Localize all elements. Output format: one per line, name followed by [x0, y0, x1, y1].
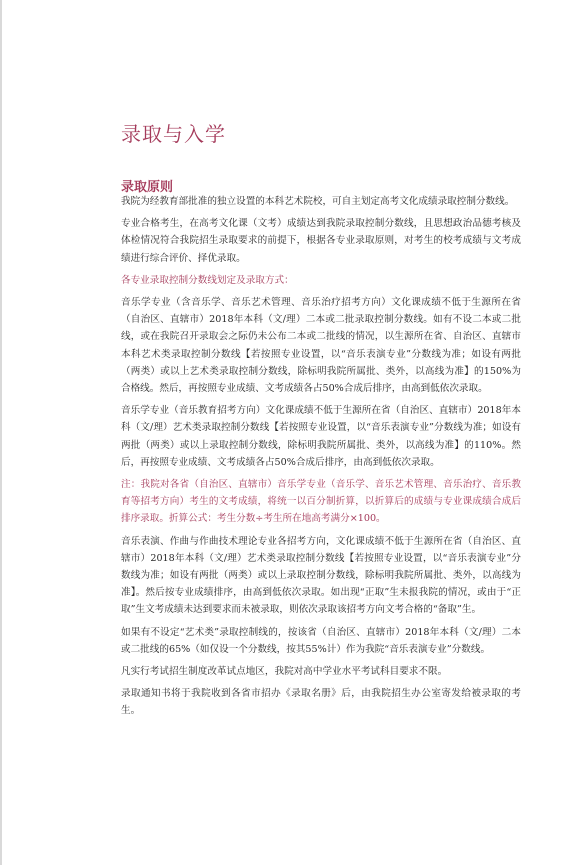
paragraph-intro: 我院为经教育部批准的独立设置的本科艺术院校，可自主划定高考文化成绩录取控制分数线。 [121, 196, 515, 207]
page-edge-shadow [0, 0, 2, 865]
paragraph-admission-notice: 录取通知书将于我院收到各省市招办《录取名册》后，由我院招生办公室寄发给被录取的考生。 [121, 688, 521, 717]
paragraph-musicology: 音乐学专业（含音乐学、音乐艺术管理、音乐治疗招考方向）文化课成绩不低于生源所在省（自治区、直辖市）2018年本科（文/理）二本或二批录取控制分数线。如有不设二本或二批线，或在我院召开录取会之际仍未公布二本或二批线的情况，以生源所在省、自治区、直辖市本科艺术类录取控制分数线【若按照专业设置，以“音乐表演专业”分数线为准；如设有两批（两类）或以上艺术类录取控制分数线，除标明我院所属批、类外，以高线为准】的150%为合格线。然后，再按照专业成绩、文考成绩各占50%合成后排序，由高到低依次录取。 [121, 297, 521, 395]
paragraph-music-education: 音乐学专业（音乐教育招考方向）文化课成绩不低于生源所在省（自治区、直辖市）2018年本科（文/理）艺术类录取控制分数线【若按照专业设置，以“音乐表演专业”分数线为准；如设有两批（两类）或以上录取控制分数线，除标明我院所属批、类外，以高线为准】的110%。然后，再按照专业成绩、文考成绩各占50%合成后排序，由高到低依次录取。 [121, 405, 521, 468]
paragraph-qualified-candidates: 专业合格考生，在高考文化课（文考）成绩达到我院录取控制分数线，且思想政治品德考核及体检情况符合我院招生录取要求的前提下，根据各专业录取原则，对考生的校考成绩与文考成绩进行综合评价、择优录取。 [121, 218, 521, 264]
section-heading: 录取原则 [121, 180, 174, 195]
body-text [121, 193, 521, 725]
paragraph-note-conversion: 注：我院对各省（自治区、直辖市）音乐学专业（音乐学、音乐艺术管理、音乐治疗、音乐教育等招考方向）考生的文考成绩，将统一以百分制折算，以折算后的成绩与专业课成绩合成后排序录取。折算公式：考生分数÷考生所在地高考满分×100。 [121, 479, 521, 525]
paragraph-subheading-score-lines: 各专业录取控制分数线划定及录取方式： [121, 274, 294, 286]
paragraph-reform-regions: 凡实行考试招生制度改革试点地区，我院对高中学业水平考试科目要求不限。 [121, 666, 448, 678]
page-title: 录取与入学 [121, 122, 226, 146]
paragraph-performance-composition: 音乐表演、作曲与作曲技术理论专业各招考方向，文化课成绩不低于生源所在省（自治区、直辖市）2018年本科（文/理）艺术类录取控制分数线【若按照专业设置，以“音乐表演专业”分数线为准；如设有两批（两类）或以上录取控制分数线，除标明我院所属批、类外，以高线为准】。然后按专业成绩排序，由高到低依次录取。如出现“正取”生未报我院的情况，或由于“正取”生文考成绩未达到要求而未被录取，则依次录取该招考方向文考合格的“备取”生。 [121, 535, 521, 616]
paragraph-no-art-line: 如果有不设定“艺术类”录取控制线的，按该省（自治区、直辖市）2018年本科（文/理）二本或二批线的65%（如仅设一个分数线，按其55%计）作为我院“音乐表演专业”分数线。 [121, 626, 521, 655]
